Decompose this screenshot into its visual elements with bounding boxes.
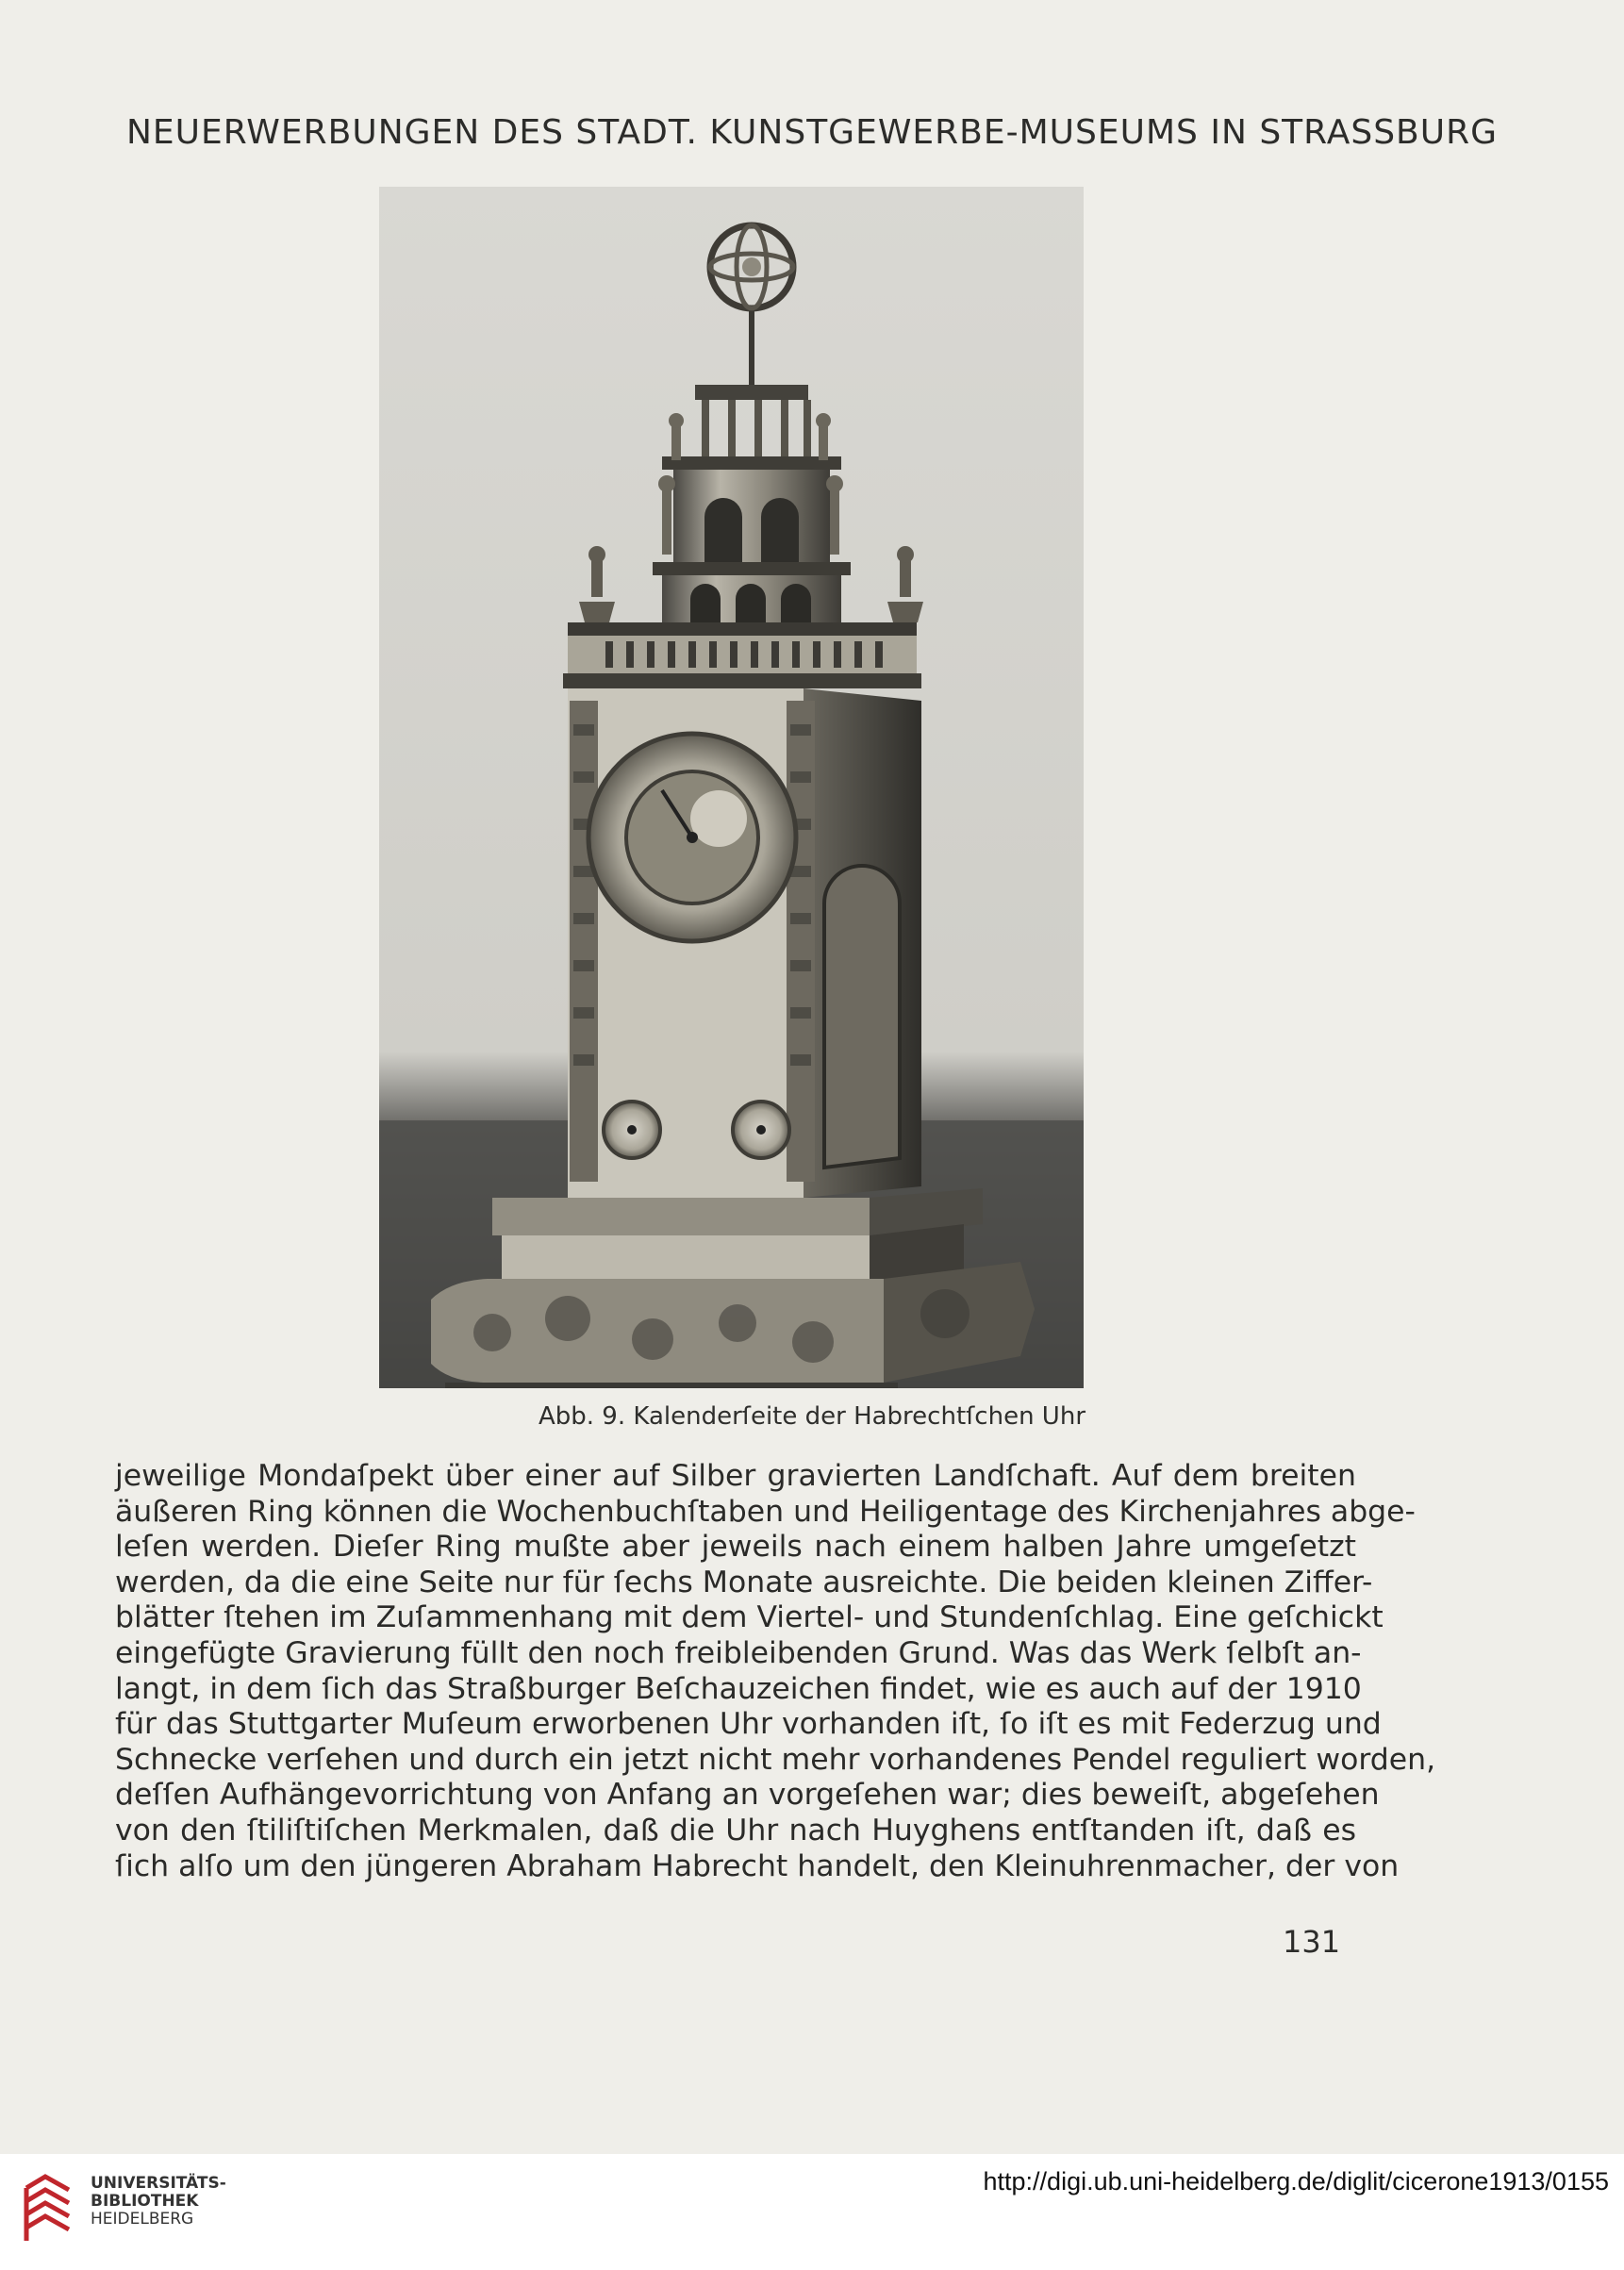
text-line: für das Stuttgarter Muſeum erworbenen Uhr vorhanden iſt, ſo iſt es mit Federzug und bbox=[115, 1707, 1382, 1742]
source-url-link[interactable]: http://digi.ub.uni-heidelberg.de/diglit/cicerone1913/0155 bbox=[983, 2167, 1609, 2195]
body-paragraph bbox=[115, 1459, 1436, 1884]
clock-illustration bbox=[379, 187, 1084, 1388]
text-line: leſen werden. Dieſer Ring mußte aber jeweils nach einem halben Jahre umgeſetzt bbox=[115, 1530, 1356, 1565]
text-line: werden, da die eine Seite nur für ſechs Monate ausreichte. Die beiden kleinen Ziffer- bbox=[115, 1565, 1373, 1599]
logo-line-2: BIBLIOTHEK bbox=[91, 2192, 199, 2211]
library-logo-icon bbox=[17, 2169, 83, 2245]
text-line: äußeren Ring können die Wochenbuchſtaben und Heiligentage des Kirchenjahres abge- bbox=[115, 1494, 1416, 1529]
text-line: deſſen Aufhängevorrichtung von Anfang an vorgeſehen war; dies beweiſt, abgeſehen bbox=[115, 1778, 1380, 1813]
clock-photograph bbox=[379, 187, 1084, 1388]
page-number: 131 bbox=[1283, 1924, 1341, 1960]
logo-line-3: HEIDELBERG bbox=[91, 2210, 194, 2229]
text-line: von den ſtiliſtiſchen Merkmalen, daß die Uhr nach Huyghens entſtanden iſt, daß es bbox=[115, 1813, 1356, 1847]
text-line: jeweilige Mondaſpekt über einer auf Silber gravierten Landſchaft. Auf dem breiten bbox=[115, 1459, 1356, 1493]
text-line: Schnecke verſehen und durch ein jetzt nicht mehr vorhandenes Pendel reguliert worden, bbox=[115, 1742, 1436, 1777]
text-line: blätter ſtehen im Zuſammenhang mit dem Viertel- und Stundenſchlag. Eine geſchickt bbox=[115, 1600, 1384, 1635]
figure-caption: Abb. 9. Kalenderſeite der Habrechtſchen Uhr bbox=[538, 1402, 1086, 1431]
text-line: ſich alſo um den jüngeren Abraham Habrecht handelt, den Kleinuhrenmacher, der von bbox=[115, 1848, 1400, 1883]
library-logo-text bbox=[91, 2175, 226, 2229]
text-line: eingefügte Gravierung füllt den noch freibleibenden Grund. Was das Werk ſelbſt an- bbox=[115, 1635, 1362, 1670]
running-header: NEUERWERBUNGEN DES STADT. KUNSTGEWERBE-MUSEUMS IN STRASSBURG bbox=[125, 113, 1498, 152]
logo-line-1: UNIVERSITÄTS- bbox=[91, 2174, 226, 2193]
text-line: langt, in dem ſich das Straßburger Beſchauzeichen findet, wie es auch auf der 1910 bbox=[115, 1671, 1362, 1706]
